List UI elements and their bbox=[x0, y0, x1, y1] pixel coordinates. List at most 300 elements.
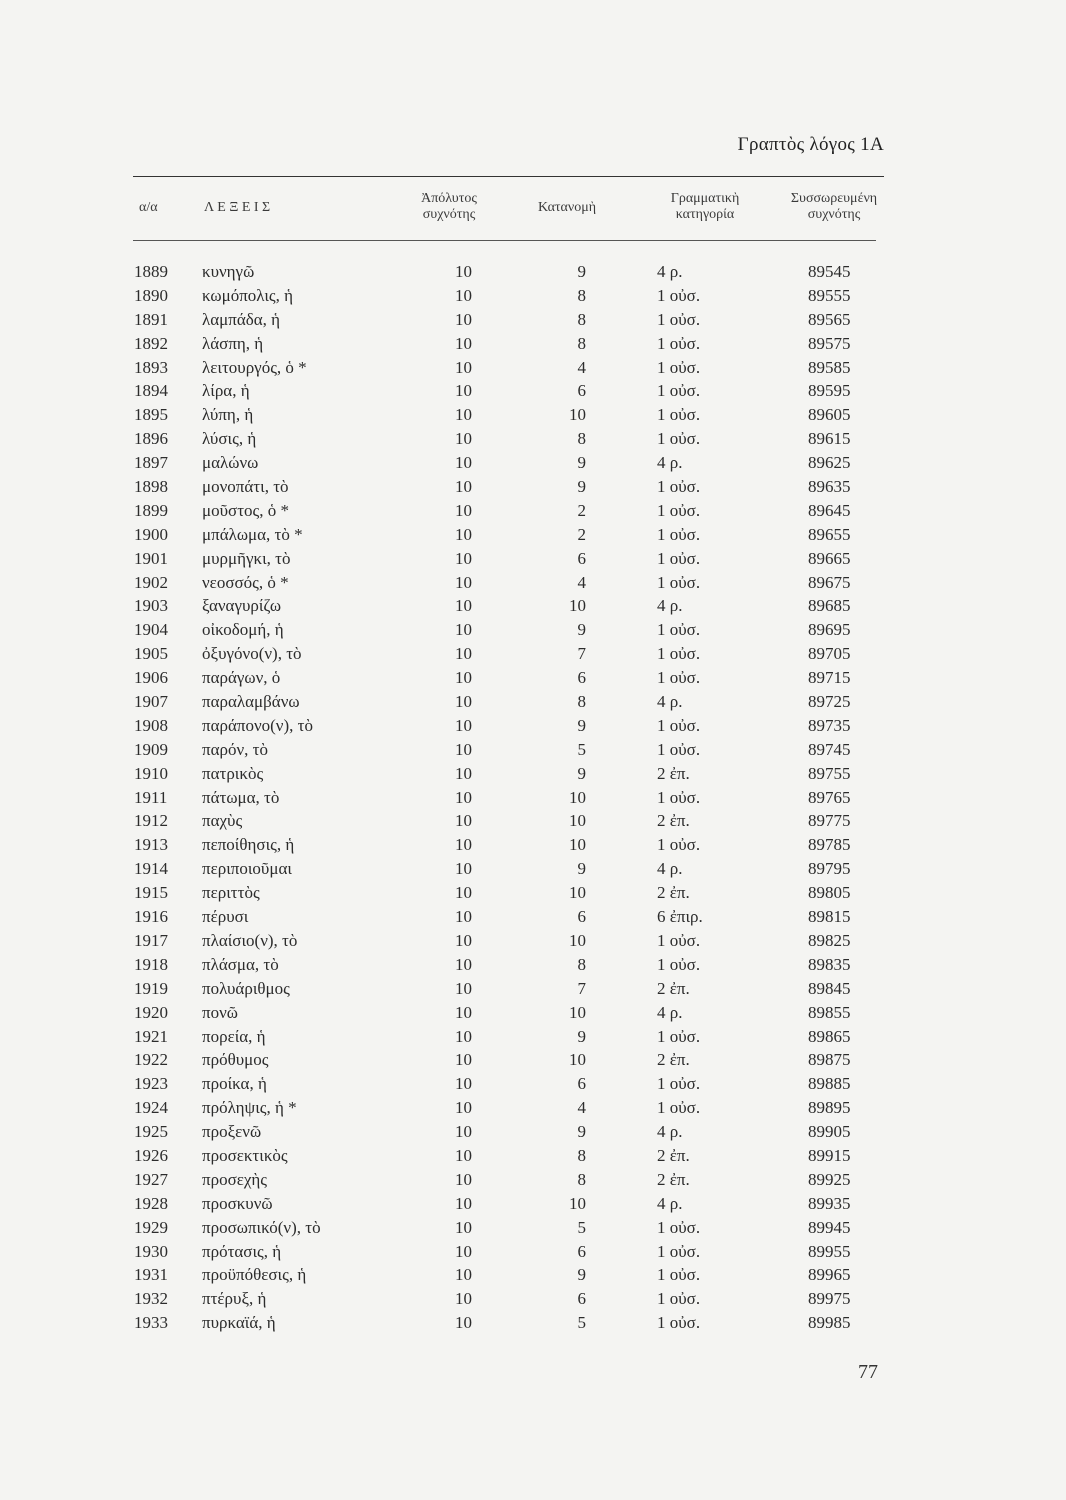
cell-absolute-frequency: 10 bbox=[455, 644, 472, 664]
cell-word: πάτωμα, τὸ bbox=[202, 787, 280, 807]
cell-absolute-frequency: 10 bbox=[455, 262, 472, 281]
table-row bbox=[0, 523, 1066, 547]
table-row bbox=[0, 1311, 1066, 1335]
table-row bbox=[0, 1072, 1066, 1096]
cell-cumulative-frequency: 89595 bbox=[808, 381, 851, 401]
cell-absolute-frequency: 10 bbox=[455, 1193, 472, 1213]
cell-word: λύσις, ἡ bbox=[202, 429, 257, 449]
cell-cumulative-frequency: 89775 bbox=[808, 811, 851, 831]
cell-cumulative-frequency: 89705 bbox=[808, 644, 851, 664]
cell-distribution: 10 bbox=[569, 883, 586, 903]
cell-distribution: 10 bbox=[569, 1050, 586, 1070]
cell-word: πυρκαϊά, ἡ bbox=[202, 1313, 276, 1333]
cell-grammatical-category: 2 ἐπ. bbox=[657, 883, 690, 903]
cell-absolute-frequency: 10 bbox=[455, 859, 472, 879]
cell-cumulative-frequency: 89945 bbox=[808, 1217, 851, 1237]
cell-word: προσωπικό(ν), τὸ bbox=[202, 1217, 321, 1237]
cell-word: πατρικὸς bbox=[202, 763, 264, 783]
table-row bbox=[0, 786, 1066, 810]
cell-word: πτέρυξ, ἡ bbox=[202, 1289, 267, 1309]
cell-absolute-frequency: 10 bbox=[455, 381, 472, 401]
cell-distribution: 9 bbox=[577, 859, 586, 879]
cell-distribution: 10 bbox=[569, 596, 586, 616]
cell-index: 1895 bbox=[134, 405, 168, 425]
cell-grammatical-category: 2 ἐπ. bbox=[657, 978, 690, 998]
cell-grammatical-category: 1 οὐσ. bbox=[657, 429, 701, 449]
cell-word: λίρα, ἡ bbox=[202, 381, 250, 401]
cell-distribution: 6 bbox=[577, 548, 586, 568]
cell-grammatical-category: 1 οὐσ. bbox=[657, 1289, 701, 1309]
cell-absolute-frequency: 10 bbox=[455, 405, 472, 425]
cell-distribution: 6 bbox=[577, 1289, 586, 1309]
cell-index: 1910 bbox=[134, 763, 168, 783]
cell-index: 1918 bbox=[134, 954, 168, 974]
cell-index: 1919 bbox=[134, 978, 168, 998]
table-row bbox=[0, 666, 1066, 690]
table-row bbox=[0, 571, 1066, 595]
cell-absolute-frequency: 10 bbox=[455, 333, 472, 353]
cell-absolute-frequency: 10 bbox=[455, 668, 472, 688]
cell-grammatical-category: 1 οὐσ. bbox=[657, 309, 701, 329]
cell-cumulative-frequency: 89655 bbox=[808, 524, 851, 544]
cell-index: 1898 bbox=[134, 477, 168, 497]
table-row bbox=[0, 738, 1066, 762]
cell-absolute-frequency: 10 bbox=[455, 763, 472, 783]
table-row bbox=[0, 642, 1066, 666]
cell-grammatical-category: 1 οὐσ. bbox=[657, 477, 701, 497]
cell-index: 1920 bbox=[134, 1002, 168, 1022]
cell-cumulative-frequency: 89555 bbox=[808, 285, 851, 305]
cell-distribution: 6 bbox=[577, 381, 586, 401]
column-header-absolute-frequency bbox=[404, 191, 494, 223]
cell-cumulative-frequency: 89795 bbox=[808, 859, 851, 879]
cell-cumulative-frequency: 89685 bbox=[808, 596, 851, 616]
cell-grammatical-category: 1 οὐσ. bbox=[657, 787, 701, 807]
cell-cumulative-frequency: 89875 bbox=[808, 1050, 851, 1070]
cell-word: πέρυσι bbox=[202, 907, 249, 927]
running-title: Γραπτὸς λόγος 1Α bbox=[737, 134, 884, 155]
cell-absolute-frequency: 10 bbox=[455, 1122, 472, 1142]
cell-distribution: 10 bbox=[569, 835, 586, 855]
cell-absolute-frequency: 10 bbox=[455, 1289, 472, 1309]
cell-word: πρόληψις, ἡ * bbox=[202, 1098, 297, 1118]
table-row bbox=[0, 594, 1066, 618]
cell-word: πορεία, ἡ bbox=[202, 1026, 266, 1046]
cell-absolute-frequency: 10 bbox=[455, 907, 472, 927]
cell-distribution: 9 bbox=[577, 262, 586, 281]
table-row bbox=[0, 403, 1066, 427]
cell-cumulative-frequency: 89865 bbox=[808, 1026, 851, 1046]
cell-absolute-frequency: 10 bbox=[455, 524, 472, 544]
cell-absolute-frequency: 10 bbox=[455, 1217, 472, 1237]
header-rule-top bbox=[133, 176, 884, 177]
cell-cumulative-frequency: 89565 bbox=[808, 309, 851, 329]
cell-cumulative-frequency: 89675 bbox=[808, 572, 851, 592]
cell-grammatical-category: 4 ρ. bbox=[657, 859, 683, 879]
cell-cumulative-frequency: 89825 bbox=[808, 930, 851, 950]
cell-index: 1896 bbox=[134, 429, 168, 449]
cell-index: 1924 bbox=[134, 1098, 168, 1118]
cell-cumulative-frequency: 89545 bbox=[808, 262, 851, 281]
column-header-grammatical-category-line2: κατηγορία bbox=[675, 207, 735, 222]
table-row bbox=[0, 1144, 1066, 1168]
cell-word: μονοπάτι, τὸ bbox=[202, 477, 289, 497]
cell-distribution: 4 bbox=[577, 357, 586, 377]
cell-grammatical-category: 1 οὐσ. bbox=[657, 620, 701, 640]
cell-index: 1926 bbox=[134, 1145, 168, 1165]
cell-cumulative-frequency: 89615 bbox=[808, 429, 851, 449]
cell-index: 1904 bbox=[134, 620, 168, 640]
cell-grammatical-category: 4 ρ. bbox=[657, 1193, 683, 1213]
cell-index: 1891 bbox=[134, 309, 168, 329]
cell-index: 1925 bbox=[134, 1122, 168, 1142]
cell-index: 1929 bbox=[134, 1217, 168, 1237]
cell-index: 1909 bbox=[134, 739, 168, 759]
column-header-grammatical-category-line1: Γραμματικὴ bbox=[670, 191, 740, 206]
cell-index: 1890 bbox=[134, 285, 168, 305]
cell-distribution: 6 bbox=[577, 668, 586, 688]
cell-distribution: 9 bbox=[577, 1026, 586, 1046]
cell-word: ὀξυγόνο(ν), τὸ bbox=[202, 644, 302, 664]
cell-index: 1931 bbox=[134, 1265, 168, 1285]
cell-index: 1930 bbox=[134, 1241, 168, 1261]
cell-cumulative-frequency: 89925 bbox=[808, 1169, 851, 1189]
cell-cumulative-frequency: 89805 bbox=[808, 883, 851, 903]
cell-grammatical-category: 1 οὐσ. bbox=[657, 524, 701, 544]
cell-word: προσκυνῶ bbox=[202, 1193, 273, 1213]
cell-distribution: 10 bbox=[569, 1002, 586, 1022]
cell-index: 1900 bbox=[134, 524, 168, 544]
cell-distribution: 8 bbox=[577, 309, 586, 329]
cell-cumulative-frequency: 89975 bbox=[808, 1289, 851, 1309]
table-row bbox=[0, 1120, 1066, 1144]
table-row bbox=[0, 260, 1066, 284]
cell-word: πολυάριθμος bbox=[202, 978, 290, 998]
cell-cumulative-frequency: 89625 bbox=[808, 453, 851, 473]
cell-cumulative-frequency: 89575 bbox=[808, 333, 851, 353]
cell-grammatical-category: 2 ἐπ. bbox=[657, 811, 690, 831]
cell-distribution: 9 bbox=[577, 1122, 586, 1142]
table-row bbox=[0, 475, 1066, 499]
cell-grammatical-category: 1 οὐσ. bbox=[657, 1241, 701, 1261]
cell-absolute-frequency: 10 bbox=[455, 1002, 472, 1022]
cell-distribution: 8 bbox=[577, 1145, 586, 1165]
cell-index: 1905 bbox=[134, 644, 168, 664]
table-row bbox=[0, 356, 1066, 380]
cell-index: 1932 bbox=[134, 1289, 168, 1309]
cell-word: πλαίσιο(ν), τὸ bbox=[202, 930, 298, 950]
cell-grammatical-category: 6 ἐπιρ. bbox=[657, 907, 703, 927]
cell-grammatical-category: 1 οὐσ. bbox=[657, 1098, 701, 1118]
cell-cumulative-frequency: 89935 bbox=[808, 1193, 851, 1213]
cell-absolute-frequency: 10 bbox=[455, 477, 472, 497]
cell-absolute-frequency: 10 bbox=[455, 357, 472, 377]
cell-absolute-frequency: 10 bbox=[455, 572, 472, 592]
column-header-aa: α/α bbox=[139, 200, 158, 215]
cell-distribution: 10 bbox=[569, 930, 586, 950]
cell-absolute-frequency: 10 bbox=[455, 285, 472, 305]
cell-index: 1899 bbox=[134, 500, 168, 520]
cell-word: μαλώνω bbox=[202, 453, 259, 473]
cell-distribution: 10 bbox=[569, 811, 586, 831]
table-row bbox=[0, 284, 1066, 308]
cell-absolute-frequency: 10 bbox=[455, 1074, 472, 1094]
cell-distribution: 8 bbox=[577, 285, 586, 305]
cell-grammatical-category: 1 οὐσ. bbox=[657, 954, 701, 974]
cell-cumulative-frequency: 89955 bbox=[808, 1241, 851, 1261]
cell-cumulative-frequency: 89965 bbox=[808, 1265, 851, 1285]
cell-cumulative-frequency: 89735 bbox=[808, 715, 851, 735]
table-row bbox=[0, 1168, 1066, 1192]
cell-index: 1922 bbox=[134, 1050, 168, 1070]
cell-word: παρόν, τὸ bbox=[202, 739, 268, 759]
table-row bbox=[0, 857, 1066, 881]
table-row bbox=[0, 762, 1066, 786]
cell-grammatical-category: 2 ἐπ. bbox=[657, 1145, 690, 1165]
cell-cumulative-frequency: 89715 bbox=[808, 668, 851, 688]
cell-grammatical-category: 1 οὐσ. bbox=[657, 1074, 701, 1094]
cell-word: κωμόπολις, ἡ bbox=[202, 285, 294, 305]
table-row bbox=[0, 809, 1066, 833]
table-row bbox=[0, 451, 1066, 475]
table-row bbox=[0, 881, 1066, 905]
cell-word: οἰκοδομή, ἡ bbox=[202, 620, 284, 640]
table-row bbox=[0, 1096, 1066, 1120]
cell-word: προίκα, ἡ bbox=[202, 1074, 267, 1094]
cell-grammatical-category: 1 οὐσ. bbox=[657, 835, 701, 855]
cell-index: 1911 bbox=[134, 787, 168, 807]
cell-word: προϋπόθεσις, ἡ bbox=[202, 1265, 307, 1285]
cell-grammatical-category: 1 οὐσ. bbox=[657, 381, 701, 401]
cell-word: μυρμῆγκι, τὸ bbox=[202, 548, 291, 568]
cell-index: 1923 bbox=[134, 1074, 168, 1094]
table-row bbox=[0, 1001, 1066, 1025]
table-row bbox=[0, 379, 1066, 403]
cell-word: λύπη, ἡ bbox=[202, 405, 254, 425]
cell-word: περιττὸς bbox=[202, 883, 260, 903]
cell-grammatical-category: 1 οὐσ. bbox=[657, 1217, 701, 1237]
cell-distribution: 9 bbox=[577, 477, 586, 497]
cell-word: λαμπάδα, ἡ bbox=[202, 309, 281, 329]
cell-index: 1914 bbox=[134, 859, 168, 879]
table-row bbox=[0, 1048, 1066, 1072]
cell-word: λάσπη, ἡ bbox=[202, 333, 264, 353]
cell-cumulative-frequency: 89895 bbox=[808, 1098, 851, 1118]
cell-index: 1892 bbox=[134, 333, 168, 353]
cell-grammatical-category: 1 οὐσ. bbox=[657, 739, 701, 759]
cell-distribution: 6 bbox=[577, 907, 586, 927]
cell-distribution: 8 bbox=[577, 692, 586, 712]
cell-index: 1906 bbox=[134, 668, 168, 688]
cell-distribution: 8 bbox=[577, 954, 586, 974]
cell-cumulative-frequency: 89785 bbox=[808, 835, 851, 855]
cell-word: μοῦστος, ὁ * bbox=[202, 500, 290, 520]
table-row bbox=[0, 1287, 1066, 1311]
column-header-lexeis: Λ Ε Ξ Ε Ι Σ bbox=[204, 200, 271, 215]
table-row bbox=[0, 929, 1066, 953]
cell-grammatical-category: 1 οὐσ. bbox=[657, 548, 701, 568]
cell-grammatical-category: 4 ρ. bbox=[657, 262, 683, 281]
cell-absolute-frequency: 10 bbox=[455, 787, 472, 807]
cell-absolute-frequency: 10 bbox=[455, 1241, 472, 1261]
cell-absolute-frequency: 10 bbox=[455, 1145, 472, 1165]
table-row bbox=[0, 332, 1066, 356]
table-row bbox=[0, 308, 1066, 332]
cell-absolute-frequency: 10 bbox=[455, 811, 472, 831]
cell-distribution: 2 bbox=[577, 500, 586, 520]
cell-word: πονῶ bbox=[202, 1002, 238, 1022]
column-header-cumulative-frequency-line2: συχνότης bbox=[807, 207, 861, 222]
cell-distribution: 9 bbox=[577, 763, 586, 783]
cell-cumulative-frequency: 89905 bbox=[808, 1122, 851, 1142]
cell-cumulative-frequency: 89915 bbox=[808, 1145, 851, 1165]
cell-grammatical-category: 2 ἐπ. bbox=[657, 1169, 690, 1189]
table-row bbox=[0, 690, 1066, 714]
table-row bbox=[0, 953, 1066, 977]
cell-distribution: 8 bbox=[577, 429, 586, 449]
column-header-cumulative-frequency-line1: Συσσωρευμένη bbox=[790, 191, 878, 206]
cell-cumulative-frequency: 89985 bbox=[808, 1313, 851, 1333]
cell-word: λειτουργός, ὁ * bbox=[202, 357, 307, 377]
cell-word: ξαναγυρίζω bbox=[202, 596, 282, 616]
cell-word: προσεχὴς bbox=[202, 1169, 268, 1189]
cell-distribution: 5 bbox=[577, 739, 586, 759]
cell-distribution: 8 bbox=[577, 1169, 586, 1189]
table-row bbox=[0, 833, 1066, 857]
cell-distribution: 9 bbox=[577, 453, 586, 473]
cell-grammatical-category: 1 οὐσ. bbox=[657, 405, 701, 425]
table-row bbox=[0, 1240, 1066, 1264]
cell-absolute-frequency: 10 bbox=[455, 429, 472, 449]
cell-word: παχὺς bbox=[202, 811, 243, 831]
cell-index: 1897 bbox=[134, 453, 168, 473]
cell-word: κυνηγῶ bbox=[202, 262, 255, 281]
cell-grammatical-category: 1 οὐσ. bbox=[657, 668, 701, 688]
cell-cumulative-frequency: 89815 bbox=[808, 907, 851, 927]
cell-absolute-frequency: 10 bbox=[455, 954, 472, 974]
cell-distribution: 10 bbox=[569, 405, 586, 425]
cell-absolute-frequency: 10 bbox=[455, 500, 472, 520]
cell-grammatical-category: 4 ρ. bbox=[657, 1002, 683, 1022]
cell-cumulative-frequency: 89635 bbox=[808, 477, 851, 497]
cell-cumulative-frequency: 89745 bbox=[808, 739, 851, 759]
page-number: 77 bbox=[858, 1361, 878, 1383]
cell-grammatical-category: 1 οὐσ. bbox=[657, 644, 701, 664]
cell-index: 1915 bbox=[134, 883, 168, 903]
cell-distribution: 7 bbox=[577, 978, 586, 998]
cell-absolute-frequency: 10 bbox=[455, 548, 472, 568]
cell-grammatical-category: 1 οὐσ. bbox=[657, 1026, 701, 1046]
cell-distribution: 4 bbox=[577, 572, 586, 592]
cell-cumulative-frequency: 89885 bbox=[808, 1074, 851, 1094]
cell-word: παράγων, ὁ bbox=[202, 668, 281, 688]
cell-distribution: 5 bbox=[577, 1313, 586, 1333]
table-row bbox=[0, 1263, 1066, 1287]
cell-absolute-frequency: 10 bbox=[455, 596, 472, 616]
cell-distribution: 9 bbox=[577, 715, 586, 735]
column-header-cumulative-frequency bbox=[780, 191, 888, 223]
cell-index: 1907 bbox=[134, 692, 168, 712]
header-rule-bottom bbox=[133, 240, 876, 241]
cell-cumulative-frequency: 89765 bbox=[808, 787, 851, 807]
cell-cumulative-frequency: 89845 bbox=[808, 978, 851, 998]
cell-cumulative-frequency: 89585 bbox=[808, 357, 851, 377]
cell-word: μπάλωμα, τὸ * bbox=[202, 524, 303, 544]
cell-distribution: 6 bbox=[577, 1241, 586, 1261]
cell-distribution: 6 bbox=[577, 1074, 586, 1094]
cell-absolute-frequency: 10 bbox=[455, 1098, 472, 1118]
cell-index: 1916 bbox=[134, 907, 168, 927]
cell-index: 1928 bbox=[134, 1193, 168, 1213]
cell-grammatical-category: 4 ρ. bbox=[657, 1122, 683, 1142]
cell-distribution: 10 bbox=[569, 1193, 586, 1213]
table-row bbox=[0, 1192, 1066, 1216]
cell-absolute-frequency: 10 bbox=[455, 1169, 472, 1189]
table-row bbox=[0, 618, 1066, 642]
table-row bbox=[0, 905, 1066, 929]
cell-absolute-frequency: 10 bbox=[455, 715, 472, 735]
cell-index: 1902 bbox=[134, 572, 168, 592]
cell-word: περιποιοῦμαι bbox=[202, 859, 292, 879]
cell-distribution: 9 bbox=[577, 620, 586, 640]
cell-word: παραλαμβάνω bbox=[202, 692, 300, 712]
cell-absolute-frequency: 10 bbox=[455, 453, 472, 473]
cell-grammatical-category: 1 οὐσ. bbox=[657, 1265, 701, 1285]
cell-absolute-frequency: 10 bbox=[455, 1050, 472, 1070]
cell-cumulative-frequency: 89645 bbox=[808, 500, 851, 520]
cell-cumulative-frequency: 89835 bbox=[808, 954, 851, 974]
cell-grammatical-category: 4 ρ. bbox=[657, 453, 683, 473]
cell-index: 1921 bbox=[134, 1026, 168, 1046]
cell-index: 1893 bbox=[134, 357, 168, 377]
cell-grammatical-category: 4 ρ. bbox=[657, 596, 683, 616]
table-row bbox=[0, 499, 1066, 523]
cell-cumulative-frequency: 89665 bbox=[808, 548, 851, 568]
cell-absolute-frequency: 10 bbox=[455, 835, 472, 855]
cell-word: πλάσμα, τὸ bbox=[202, 954, 279, 974]
frequency-table-body bbox=[0, 260, 1066, 1335]
cell-cumulative-frequency: 89725 bbox=[808, 692, 851, 712]
cell-cumulative-frequency: 89855 bbox=[808, 1002, 851, 1022]
cell-index: 1901 bbox=[134, 548, 168, 568]
cell-word: παράπονο(ν), τὸ bbox=[202, 715, 313, 735]
column-header-absolute-frequency-line1: Ἀπόλυτος bbox=[421, 191, 477, 206]
table-row bbox=[0, 427, 1066, 451]
cell-grammatical-category: 4 ρ. bbox=[657, 692, 683, 712]
cell-index: 1894 bbox=[134, 381, 168, 401]
column-header-distribution: Κατανομὴ bbox=[538, 200, 597, 215]
cell-distribution: 10 bbox=[569, 787, 586, 807]
cell-grammatical-category: 1 οὐσ. bbox=[657, 333, 701, 353]
cell-index: 1912 bbox=[134, 811, 168, 831]
cell-absolute-frequency: 10 bbox=[455, 692, 472, 712]
cell-absolute-frequency: 10 bbox=[455, 620, 472, 640]
cell-grammatical-category: 1 οὐσ. bbox=[657, 1313, 701, 1333]
cell-index: 1903 bbox=[134, 596, 168, 616]
cell-absolute-frequency: 10 bbox=[455, 883, 472, 903]
cell-cumulative-frequency: 89755 bbox=[808, 763, 851, 783]
cell-word: πεποίθησις, ἡ bbox=[202, 835, 295, 855]
table-row bbox=[0, 547, 1066, 571]
cell-distribution: 4 bbox=[577, 1098, 586, 1118]
cell-index: 1933 bbox=[134, 1313, 168, 1333]
cell-cumulative-frequency: 89695 bbox=[808, 620, 851, 640]
cell-distribution: 8 bbox=[577, 333, 586, 353]
cell-index: 1889 bbox=[134, 262, 168, 281]
cell-distribution: 9 bbox=[577, 1265, 586, 1285]
table-row bbox=[0, 977, 1066, 1001]
cell-index: 1913 bbox=[134, 835, 168, 855]
